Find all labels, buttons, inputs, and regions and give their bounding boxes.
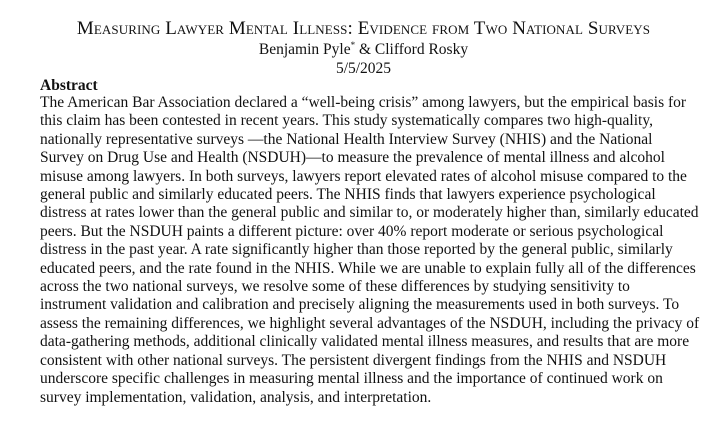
abstract-line: misuse among lawyers. In both surveys, lawyers report elevated rates of alcohol misuse compared to the: [40, 167, 687, 185]
abstract-line: general public and similarly educated peers. The NHIS finds that lawyers experience psychological: [40, 186, 656, 204]
abstract-line: distress at rates lower than the general public and similar to, or moderately higher than, similarly educated: [40, 204, 699, 222]
abstract-line: survey implementation, validation, analysis, and interpretation.: [40, 388, 432, 406]
abstract-line: The American Bar Association declared a “well-being crisis” among lawyers, but the empirical basis for: [40, 94, 687, 111]
abstract-line: this claim has been contested in recent years. This study systematically compares two high-quality,: [40, 112, 653, 130]
author-rest: & Clifford Rosky: [355, 41, 469, 58]
abstract-line: peers. But the NSDUH paints a different picture: over 40% report moderate or serious psychological: [40, 222, 664, 240]
abstract-line: distress in the past year. A rate significantly higher than those reported by the general public, similarly: [40, 241, 673, 259]
abstract-body: [40, 94, 720, 407]
paper-title: Measuring Lawyer Mental Illness: Evidence from Two National Surveys: [76, 18, 651, 39]
author-footnote-mark: *: [350, 40, 356, 50]
paper-date: 5/5/2025: [335, 60, 392, 77]
abstract-line: educated peers, and the rate found in the NHIS. While we are unable to explain fully all of the differences: [40, 259, 696, 277]
abstract-heading: Abstract: [40, 77, 98, 94]
abstract-line: nationally representative surveys —the National Health Interview Survey (NHIS) and the National: [40, 130, 653, 148]
abstract-line: underscore specific challenges in measuring mental illness and the importance of continued work on: [40, 370, 663, 388]
abstract-line: across the two national surveys, we resolve some of these differences by studying sensitivity to: [40, 278, 630, 296]
abstract-line: instrument validation and calibration and precisely aligning the measurements used in both surveys. To: [40, 296, 680, 314]
abstract-line: consistent with other national surveys. The persistent divergent findings from the NHIS and NSDUH: [40, 351, 667, 369]
abstract-line: assess the remaining differences, we highlight several advantages of the NSDUH, including the privacy of: [40, 314, 700, 332]
abstract-line: Survey on Drug Use and Health (NSDUH)—to measure the prevalence of mental illness and alcohol: [40, 149, 665, 167]
abstract-line: data-gathering methods, additional clinically validated mental illness measures, and results that are more: [40, 333, 690, 351]
author-line: [0, 40, 727, 59]
author-first: Benjamin Pyle: [258, 41, 351, 58]
